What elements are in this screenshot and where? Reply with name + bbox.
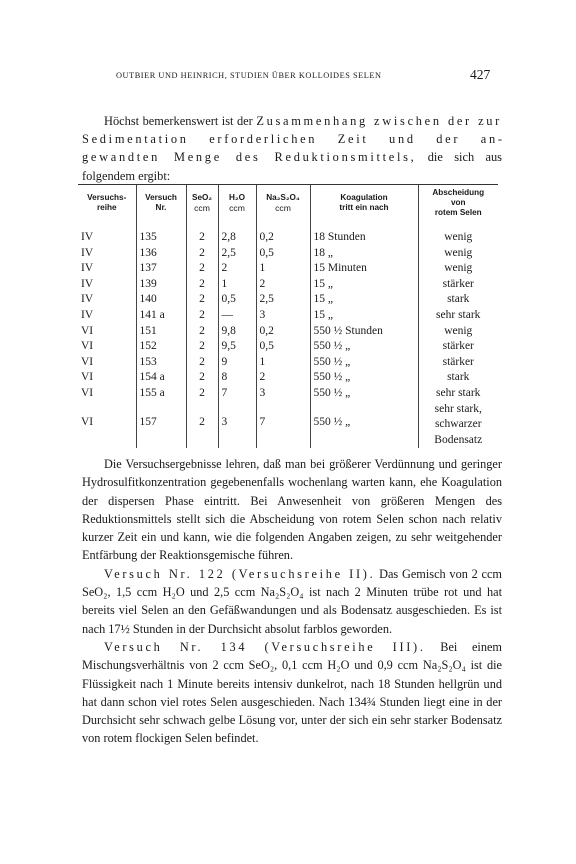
table-row: VI 151 2 9,8 0,2 550 ½ Stunden wenig: [78, 324, 498, 340]
intro-paragraph: [82, 112, 502, 185]
header-versuchsreihe: Versuchs- reihe: [78, 185, 136, 221]
experiment-heading: Versuch Nr. 122 (Versuchsreihe II).: [104, 566, 376, 581]
table-row: IV 139 2 1 2 15 „ stärker: [78, 277, 498, 293]
paragraph-results: Die Versuchsergebnisse lehren, daß man bei größerer Verdünnung und geringer Hydrosulfitkonzentration gegebenenfalls wochenlang warten kann, ehe Koagulation der dispersen Phase eintritt. Bei Anwesenheit von größeren Mengen des Reduktionsmittels stellt sich die Abscheidung von rotem Selen schon nach relativ kurzer Zeit ein und kann, wie die folgenden Angaben zeigen, zu sehr weitgehender Entfärbung der Reaktionsgemische führen.: [82, 457, 502, 563]
running-header: OUTBIER UND HEINRICH, STUDIEN ÜBER KOLLOIDES SELEN: [116, 71, 382, 80]
table-row: IV 136 2 2,5 0,5 18 „ wenig: [78, 246, 498, 262]
intro-text-start: Höchst bemerkenswert ist der: [104, 114, 257, 128]
table-row: IV 140 2 0,5 2,5 15 „ stark: [78, 292, 498, 308]
experiment-heading: Versuch Nr. 134 (Versuchsreihe III).: [104, 639, 426, 654]
header-abscheidung: Abscheidung von rotem Selen: [418, 185, 498, 221]
results-table: [78, 184, 498, 448]
intro-spaced-text: Zusammenhang zwischen der zur Sedimentation erforderlichen Zeit und der angewandten Menge des Reduktionsmittels,: [82, 114, 502, 165]
table-row: VI 153 2 9 1 550 ½ „ stärker: [78, 355, 498, 371]
table-row: IV 135 2 2,8 0,2 18 Stunden wenig: [78, 220, 498, 246]
intro-text-end: die sich aus folgendem ergibt:: [82, 150, 502, 183]
table-row: VI 152 2 9,5 0,5 550 ½ „ stärker: [78, 339, 498, 355]
page-number: 427: [470, 67, 491, 82]
header-seo2: SeO₂ ccm: [186, 185, 218, 221]
table-row: VI 154 a 2 8 2 550 ½ „ stark: [78, 370, 498, 386]
paragraph-versuch-134: Versuch Nr. 134 (Versuchsreihe III). Bei einem Mischungsverhältnis von 2 ccm SeO₂, 0,1 ccm H₂O und 0,9 ccm Na₂S₂O₄ ist die Flüssigkeit nach 1 Minute bereits intensiv dunkelrot, nach 18 Stunden hellgrün und hat dann schon viel rotes Selen ausgeschieden. Nach 134¾ Stunden liegt eine in der Durchsicht sehr schwach gelbe Lösung vor, unter der sich ein sehr starker Bodensatz von rotem flockigen Selen befindet.: [82, 639, 502, 746]
table-row: IV 137 2 2 1 15 Minuten wenig: [78, 261, 498, 277]
body-text: [82, 455, 502, 748]
header-na2s2o4: Na₂S₂O₄ ccm: [256, 185, 310, 221]
results-table-wrapper: [78, 184, 498, 448]
header-koagulation: Koagulation tritt ein nach: [310, 185, 418, 221]
table-row-last: VI 157 2 3 7 550 ½ „ sehr stark, schwarzer Bodensatz: [78, 402, 498, 449]
table-row: VI 155 a 2 7 3 550 ½ „ sehr stark: [78, 386, 498, 402]
header-h2o: H₂O ccm: [218, 185, 256, 221]
table-body: [78, 220, 498, 448]
table-row: IV 141 a 2 — 3 15 „ sehr stark: [78, 308, 498, 324]
paragraph-versuch-122: Versuch Nr. 122 (Versuchsreihe II). Das Gemisch von 2 ccm SeO₂, 1,5 ccm H₂O und 2,5 ccm Na₂S₂O₄ ist nach 2 Minuten trübe rot und hat bereits viel Selen an den Gefäßwandungen und als Bodensatz ausgeschieden. Es ist nach 17½ Stunden in der Durchsicht absolut farblos geworden.: [82, 566, 502, 636]
header-versuch-nr: Versuch Nr.: [136, 185, 186, 221]
cell-abscheidung-last: sehr stark, schwarzer Bodensatz: [418, 402, 498, 449]
